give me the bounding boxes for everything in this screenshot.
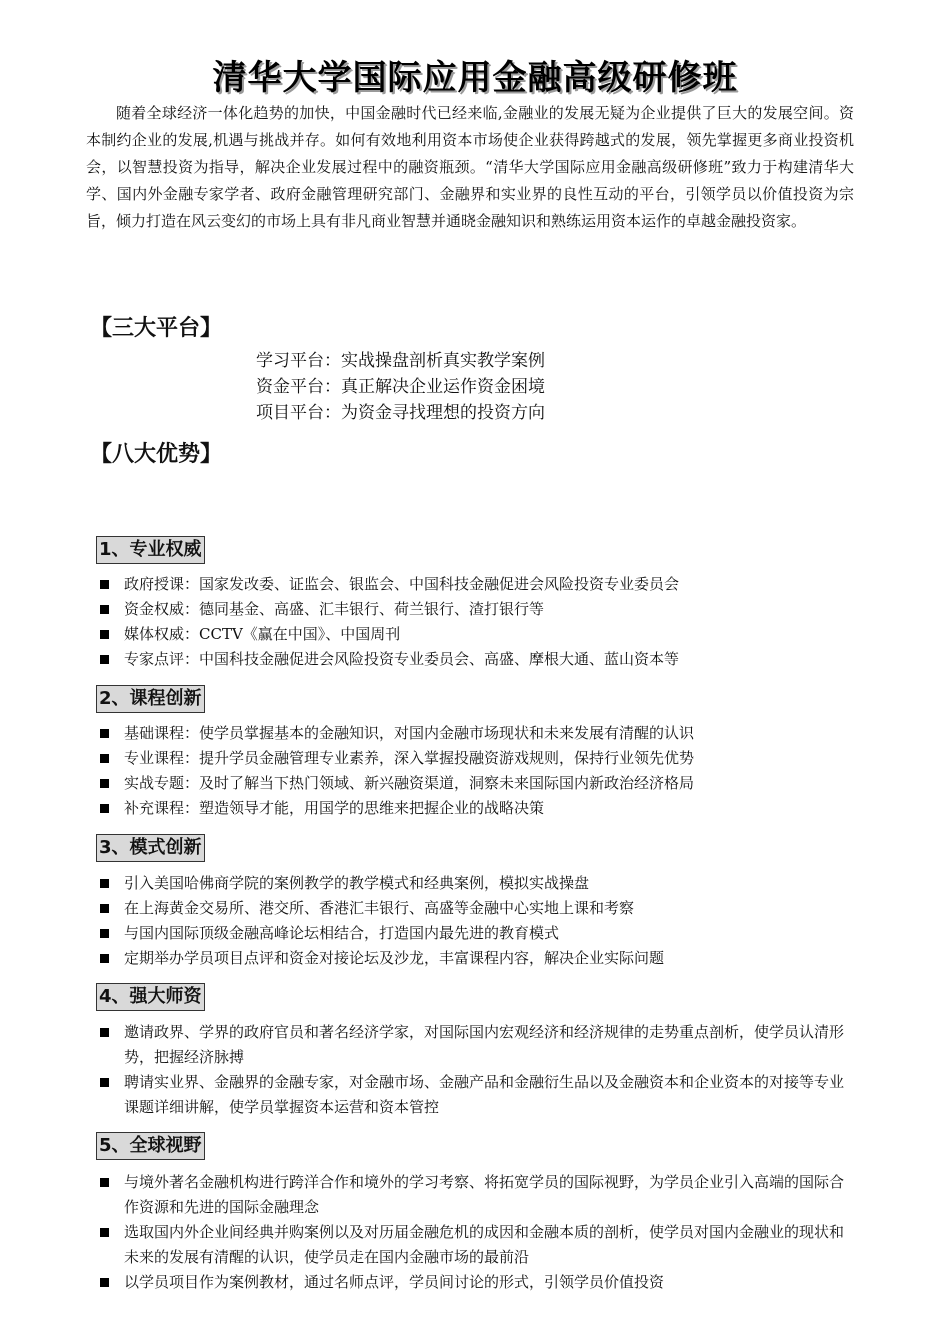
bullet-icon (100, 630, 109, 639)
bullet-icon (100, 954, 109, 963)
list-item: 资金权威：德同基金、高盛、汇丰银行、荷兰银行、渣打银行等 (98, 597, 846, 622)
advantage-heading: 3、模式创新 (96, 834, 205, 862)
list-item: 媒体权威：CCTV《赢在中国》、中国周刊 (98, 622, 846, 647)
advantage-heading: 4、强大师资 (96, 983, 205, 1011)
list-item: 在上海黄金交易所、港交所、香港汇丰银行、高盛等金融中心实地上课和考察 (98, 896, 846, 921)
advantage-list (98, 572, 846, 672)
bullet-icon (100, 879, 109, 888)
list-item: 与国内国际顶级金融高峰论坛相结合，打造国内最先进的教育模式 (98, 921, 846, 946)
platforms-heading: 【三大平台】 (90, 316, 223, 341)
list-item: 聘请实业界、金融界的金融专家，对金融市场、金融产品和金融衍生品以及金融资本和企业资本的对接等专业课题详细讲解，使学员掌握资本运营和资本管控 (98, 1070, 846, 1120)
advantage-heading: 1、专业权威 (96, 536, 205, 564)
list-item: 专家点评：中国科技金融促进会风险投资专业委员会、高盛、摩根大通、蓝山资本等 (98, 647, 846, 672)
advantage-list (98, 871, 846, 971)
list-item: 专业课程：提升学员金融管理专业素养，深入掌握投融资游戏规则，保持行业领先优势 (98, 746, 846, 771)
document-title: 清华大学国际应用金融高级研修班 (212, 58, 738, 98)
bullet-icon (100, 1028, 109, 1037)
bullet-icon (100, 1228, 109, 1237)
bullet-icon (100, 804, 109, 813)
list-item: 引入美国哈佛商学院的案例教学的教学模式和经典案例，模拟实战操盘 (98, 871, 846, 896)
platform-item: 学习平台：实战操盘剖析真实教学案例 (256, 351, 545, 371)
bullet-icon (100, 929, 109, 938)
list-item: 基础课程：使学员掌握基本的金融知识，对国内金融市场现状和未来发展有清醒的认识 (98, 721, 846, 746)
list-item: 邀请政界、学界的政府官员和著名经济学家，对国际国内宏观经济和经济规律的走势重点剖析，使学员认清形势，把握经济脉搏 (98, 1020, 846, 1070)
bullet-icon (100, 1178, 109, 1187)
bullet-icon (100, 1278, 109, 1287)
advantage-heading: 2、课程创新 (96, 685, 205, 713)
bullet-icon (100, 754, 109, 763)
platforms-list (256, 348, 545, 426)
bullet-icon (100, 1078, 109, 1087)
advantage-list (98, 1170, 846, 1295)
list-item: 政府授课：国家发改委、证监会、银监会、中国科技金融促进会风险投资专业委员会 (98, 572, 846, 597)
list-item: 与境外著名金融机构进行跨洋合作和境外的学习考察、将拓宽学员的国际视野，为学员企业引入高端的国际合作资源和先进的国际金融理念 (98, 1170, 846, 1220)
bullet-icon (100, 729, 109, 738)
list-item: 以学员项目作为案例教材，通过名师点评，学员间讨论的形式，引领学员价值投资 (98, 1270, 846, 1295)
advantage-heading: 5、全球视野 (96, 1132, 205, 1160)
platform-item: 资金平台：真正解决企业运作资金困境 (256, 377, 545, 397)
list-item: 定期举办学员项目点评和资金对接论坛及沙龙，丰富课程内容，解决企业实际问题 (98, 946, 846, 971)
advantage-list (98, 1020, 846, 1120)
intro-paragraph: 随着全球经济一体化趋势的加快，中国金融时代已经来临,金融业的发展无疑为企业提供了巨大的发展空间。资本制约企业的发展,机遇与挑战并存。如何有效地利用资本市场使企业获得跨越式的发展，领先掌握更多商业投资机会，以智慧投资为指导，解决企业发展过程中的融资瓶颈。“清华大学国际应用金融高级研修班”致力于构建清华大学、国内外金融专家学者、政府金融管理研究部门、金融界和实业界的良性互动的平台，引领学员以价值投资为宗旨，倾力打造在风云变幻的市场上具有非凡商业智慧并通晓金融知识和熟练运用资本运作的卓越金融投资家。 (86, 104, 854, 230)
advantage-list (98, 721, 846, 821)
advantages-heading: 【八大优势】 (90, 442, 223, 467)
list-item: 选取国内外企业间经典并购案例以及对历届金融危机的成因和金融本质的剖析，使学员对国内金融业的现状和未来的发展有清醒的认识，使学员走在国内金融市场的最前沿 (98, 1220, 846, 1270)
list-item: 实战专题：及时了解当下热门领域、新兴融资渠道，洞察未来国际国内新政治经济格局 (98, 771, 846, 796)
bullet-icon (100, 605, 109, 614)
platform-item: 项目平台：为资金寻找理想的投资方向 (256, 403, 545, 423)
bullet-icon (100, 580, 109, 589)
list-item: 补充课程：塑造领导才能，用国学的思维来把握企业的战略决策 (98, 796, 846, 821)
bullet-icon (100, 779, 109, 788)
bullet-icon (100, 655, 109, 664)
bullet-icon (100, 904, 109, 913)
